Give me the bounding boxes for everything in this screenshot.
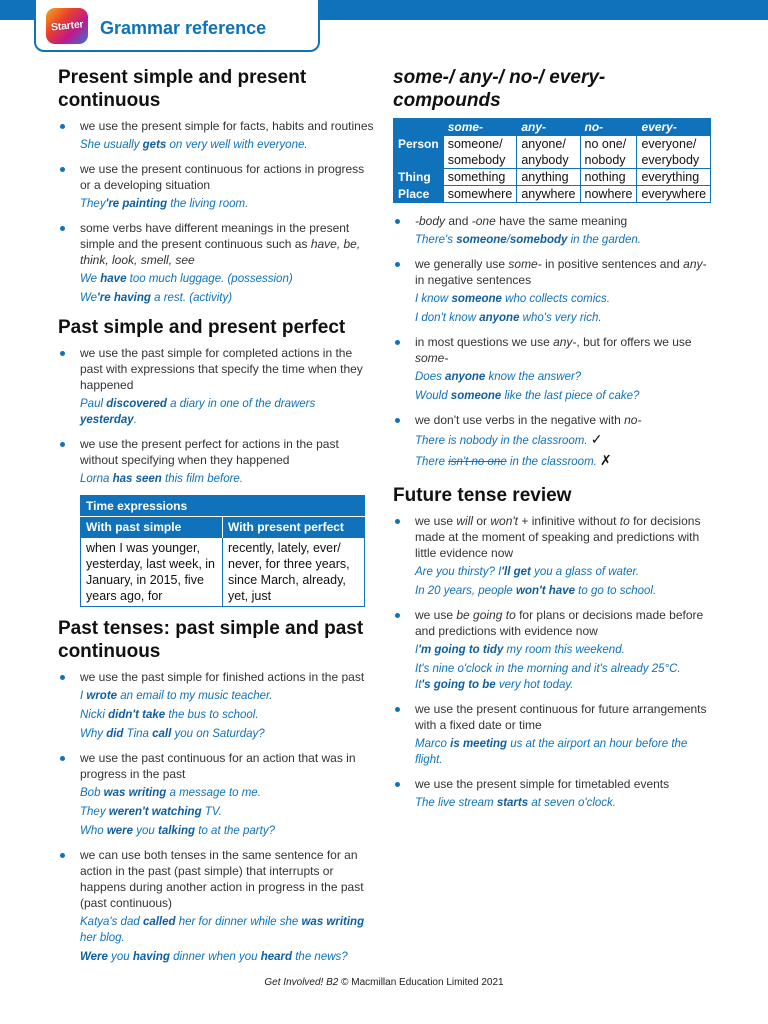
right-column bbox=[393, 66, 715, 821]
table-cell: recently, lately, ever/ never, for three years, since March, already, yet, just bbox=[223, 538, 365, 607]
table-cell: everywhere bbox=[637, 186, 711, 203]
example: I don't know anyone who's very rich. bbox=[415, 312, 602, 324]
starter-logo bbox=[46, 8, 88, 44]
rule-item: we can use both tenses in the same sentence for an action in the past (past simple) that interrupts or happens during another action in progress in the past (past continuous) Katya's dad called her for dinner while she was writing her blog. Were you having dinner when you heard the news? bbox=[58, 847, 374, 965]
section-title: some-/ any-/ no-/ every- compounds bbox=[393, 67, 606, 111]
rule-item: we use the present simple for facts, habits and routines She usually gets on very well with everyone. bbox=[58, 118, 374, 153]
left-column bbox=[58, 66, 374, 975]
column-header: every- bbox=[637, 119, 711, 136]
table-cell: anything bbox=[517, 169, 580, 186]
example: The live stream starts at seven o'clock. bbox=[415, 797, 616, 809]
example: We're having a rest. (activity) bbox=[80, 292, 233, 304]
table-cell: nothing bbox=[580, 169, 637, 186]
example: Are you thirsty? I'll get you a glass of water. bbox=[415, 566, 640, 578]
example: Who were you talking to at the party? bbox=[80, 825, 275, 837]
table-title: Time expressions bbox=[81, 496, 365, 517]
example: Katya's dad called her for dinner while she was writing her blog. bbox=[80, 916, 365, 944]
section-compounds bbox=[393, 66, 715, 470]
example: It's going to be very hot today. bbox=[415, 679, 574, 691]
rule-item: we use the present continuous for future arrangements with a fixed date or time Marco is meeting us at the airport an hour before the flight. bbox=[393, 701, 715, 768]
header-tab bbox=[34, 0, 320, 52]
example: Why did Tina call you on Saturday? bbox=[80, 728, 265, 740]
example: Paul discovered a diary in one of the drawers yesterday. bbox=[80, 398, 316, 426]
example: It's nine o'clock in the morning and it's already 25°C. bbox=[415, 663, 681, 675]
example: I know someone who collects comics. bbox=[415, 293, 610, 305]
section-title: Future tense review bbox=[393, 485, 572, 506]
example: We have too much luggage. (possession) bbox=[80, 273, 293, 285]
column-header: some- bbox=[443, 119, 517, 136]
example: There isn't no one in the classroom. ✗ bbox=[415, 452, 612, 468]
cross-icon: ✗ bbox=[600, 452, 612, 468]
rule-item: we use the past simple for finished actions in the past I wrote an email to my music teacher. Nicki didn't take the bus to school. Why did Tina call you on Saturday? bbox=[58, 669, 374, 742]
section-title: Present simple and present continuous bbox=[58, 67, 307, 111]
column-header: With present perfect bbox=[223, 517, 365, 538]
example: Marco is meeting us at the airport an hour before the flight. bbox=[415, 738, 688, 766]
rule-item: we use the present continuous for actions in progress or a developing situation They're painting the living room. bbox=[58, 161, 374, 212]
time-expressions-table bbox=[80, 495, 365, 607]
column-header: no- bbox=[580, 119, 637, 136]
table-cell: no one/ nobody bbox=[580, 136, 637, 169]
compounds-table bbox=[393, 118, 711, 203]
rule-item: we use the past simple for completed actions in the past with expressions that specify the time when they happened Paul discovered a diary in one of the drawers yesterday. bbox=[58, 345, 374, 428]
rule-item: we use the present simple for timetabled events The live stream starts at seven o'clock. bbox=[393, 776, 715, 811]
rule-item: some verbs have different meanings in the present simple and the present continuous such as have, be, think, look, smell, see We have too much luggage. (possession) We're having a rest. (activity) bbox=[58, 220, 374, 306]
rule-item: we don't use verbs in the negative with no- There is nobody in the classroom. ✓ There isn't no one in the classroom. ✗ bbox=[393, 412, 715, 470]
table-cell: someone/ somebody bbox=[443, 136, 517, 169]
rule-item: in most questions we use any-, but for offers we use some- Does anyone know the answer? Would someone like the last piece of cake? bbox=[393, 334, 715, 404]
table-cell: somewhere bbox=[443, 186, 517, 203]
example: I wrote an email to my music teacher. bbox=[80, 690, 273, 702]
page-footer: Get Involved! B2 © Macmillan Education Limited 2021 bbox=[264, 977, 504, 988]
column-header: With past simple bbox=[81, 517, 223, 538]
example: In 20 years, people won't have to go to school. bbox=[415, 585, 657, 597]
table-cell: anywhere bbox=[517, 186, 580, 203]
example: They weren't watching TV. bbox=[80, 806, 222, 818]
table-cell: when I was younger, yesterday, last week, in January, in 2015, five years ago, for bbox=[81, 538, 223, 607]
example: Does anyone know the answer? bbox=[415, 371, 582, 383]
table-cell: everything bbox=[637, 169, 711, 186]
example: Nicki didn't take the bus to school. bbox=[80, 709, 259, 721]
rule-item: we generally use some- in positive sentences and any- in negative sentences I know someone who collects comics. I don't know anyone who's very rich. bbox=[393, 256, 715, 326]
table-cell: something bbox=[443, 169, 517, 186]
rule-item: -body and -one have the same meaning There's someone/somebody in the garden. bbox=[393, 213, 715, 248]
column-header: any- bbox=[517, 119, 580, 136]
row-header: Thing bbox=[394, 169, 444, 186]
section-title: Past simple and present perfect bbox=[58, 317, 346, 338]
section-past-tenses bbox=[58, 617, 374, 965]
rule-item: we use the past continuous for an action that was in progress in the past Bob was writing a message to me. They weren't watching TV. Who were you talking to at the party? bbox=[58, 750, 374, 839]
page-title: Grammar reference bbox=[100, 18, 267, 38]
example: There is nobody in the classroom. ✓ bbox=[415, 431, 603, 447]
table-cell: nowhere bbox=[580, 186, 637, 203]
section-present-simple-continuous bbox=[58, 66, 374, 306]
example: Lorna has seen this film before. bbox=[80, 473, 244, 485]
example: There's someone/somebody in the garden. bbox=[415, 234, 641, 246]
rule-item: we use the present perfect for actions in the past without specifying when they happened Lorna has seen this film before. bbox=[58, 436, 374, 487]
section-title: Past tenses: past simple and past continuous bbox=[58, 618, 364, 662]
check-icon: ✓ bbox=[590, 431, 603, 447]
example: Would someone like the last piece of cake? bbox=[415, 390, 640, 402]
section-future-tense-review bbox=[393, 484, 715, 811]
example: They're painting the living room. bbox=[80, 198, 249, 210]
example: Were you having dinner when you heard the news? bbox=[80, 951, 348, 963]
rule-item: we use will or won't + infinitive without to for decisions made at the moment of speaking and predictions with little evidence now Are you thirsty? I'll get you a glass of water. In 20 years, people won't have to go to school. bbox=[393, 513, 715, 599]
logo-text: Starter bbox=[50, 18, 84, 34]
example: I'm going to tidy my room this weekend. bbox=[415, 644, 625, 656]
rule-item: we use be going to for plans or decisions made before and predictions with evidence now I'm going to tidy my room this weekend. It's nine o'clock in the morning and it's already 25°C. It's going to be very hot today. bbox=[393, 607, 715, 693]
example: She usually gets on very well with everyone. bbox=[80, 139, 308, 151]
row-header: Place bbox=[394, 186, 444, 203]
table-cell: everyone/ everybody bbox=[637, 136, 711, 169]
example: Bob was writing a message to me. bbox=[80, 787, 261, 799]
row-header: Person bbox=[394, 136, 444, 169]
corner-cell bbox=[394, 119, 444, 136]
table-cell: anyone/ anybody bbox=[517, 136, 580, 169]
section-past-simple-present-perfect bbox=[58, 316, 374, 607]
